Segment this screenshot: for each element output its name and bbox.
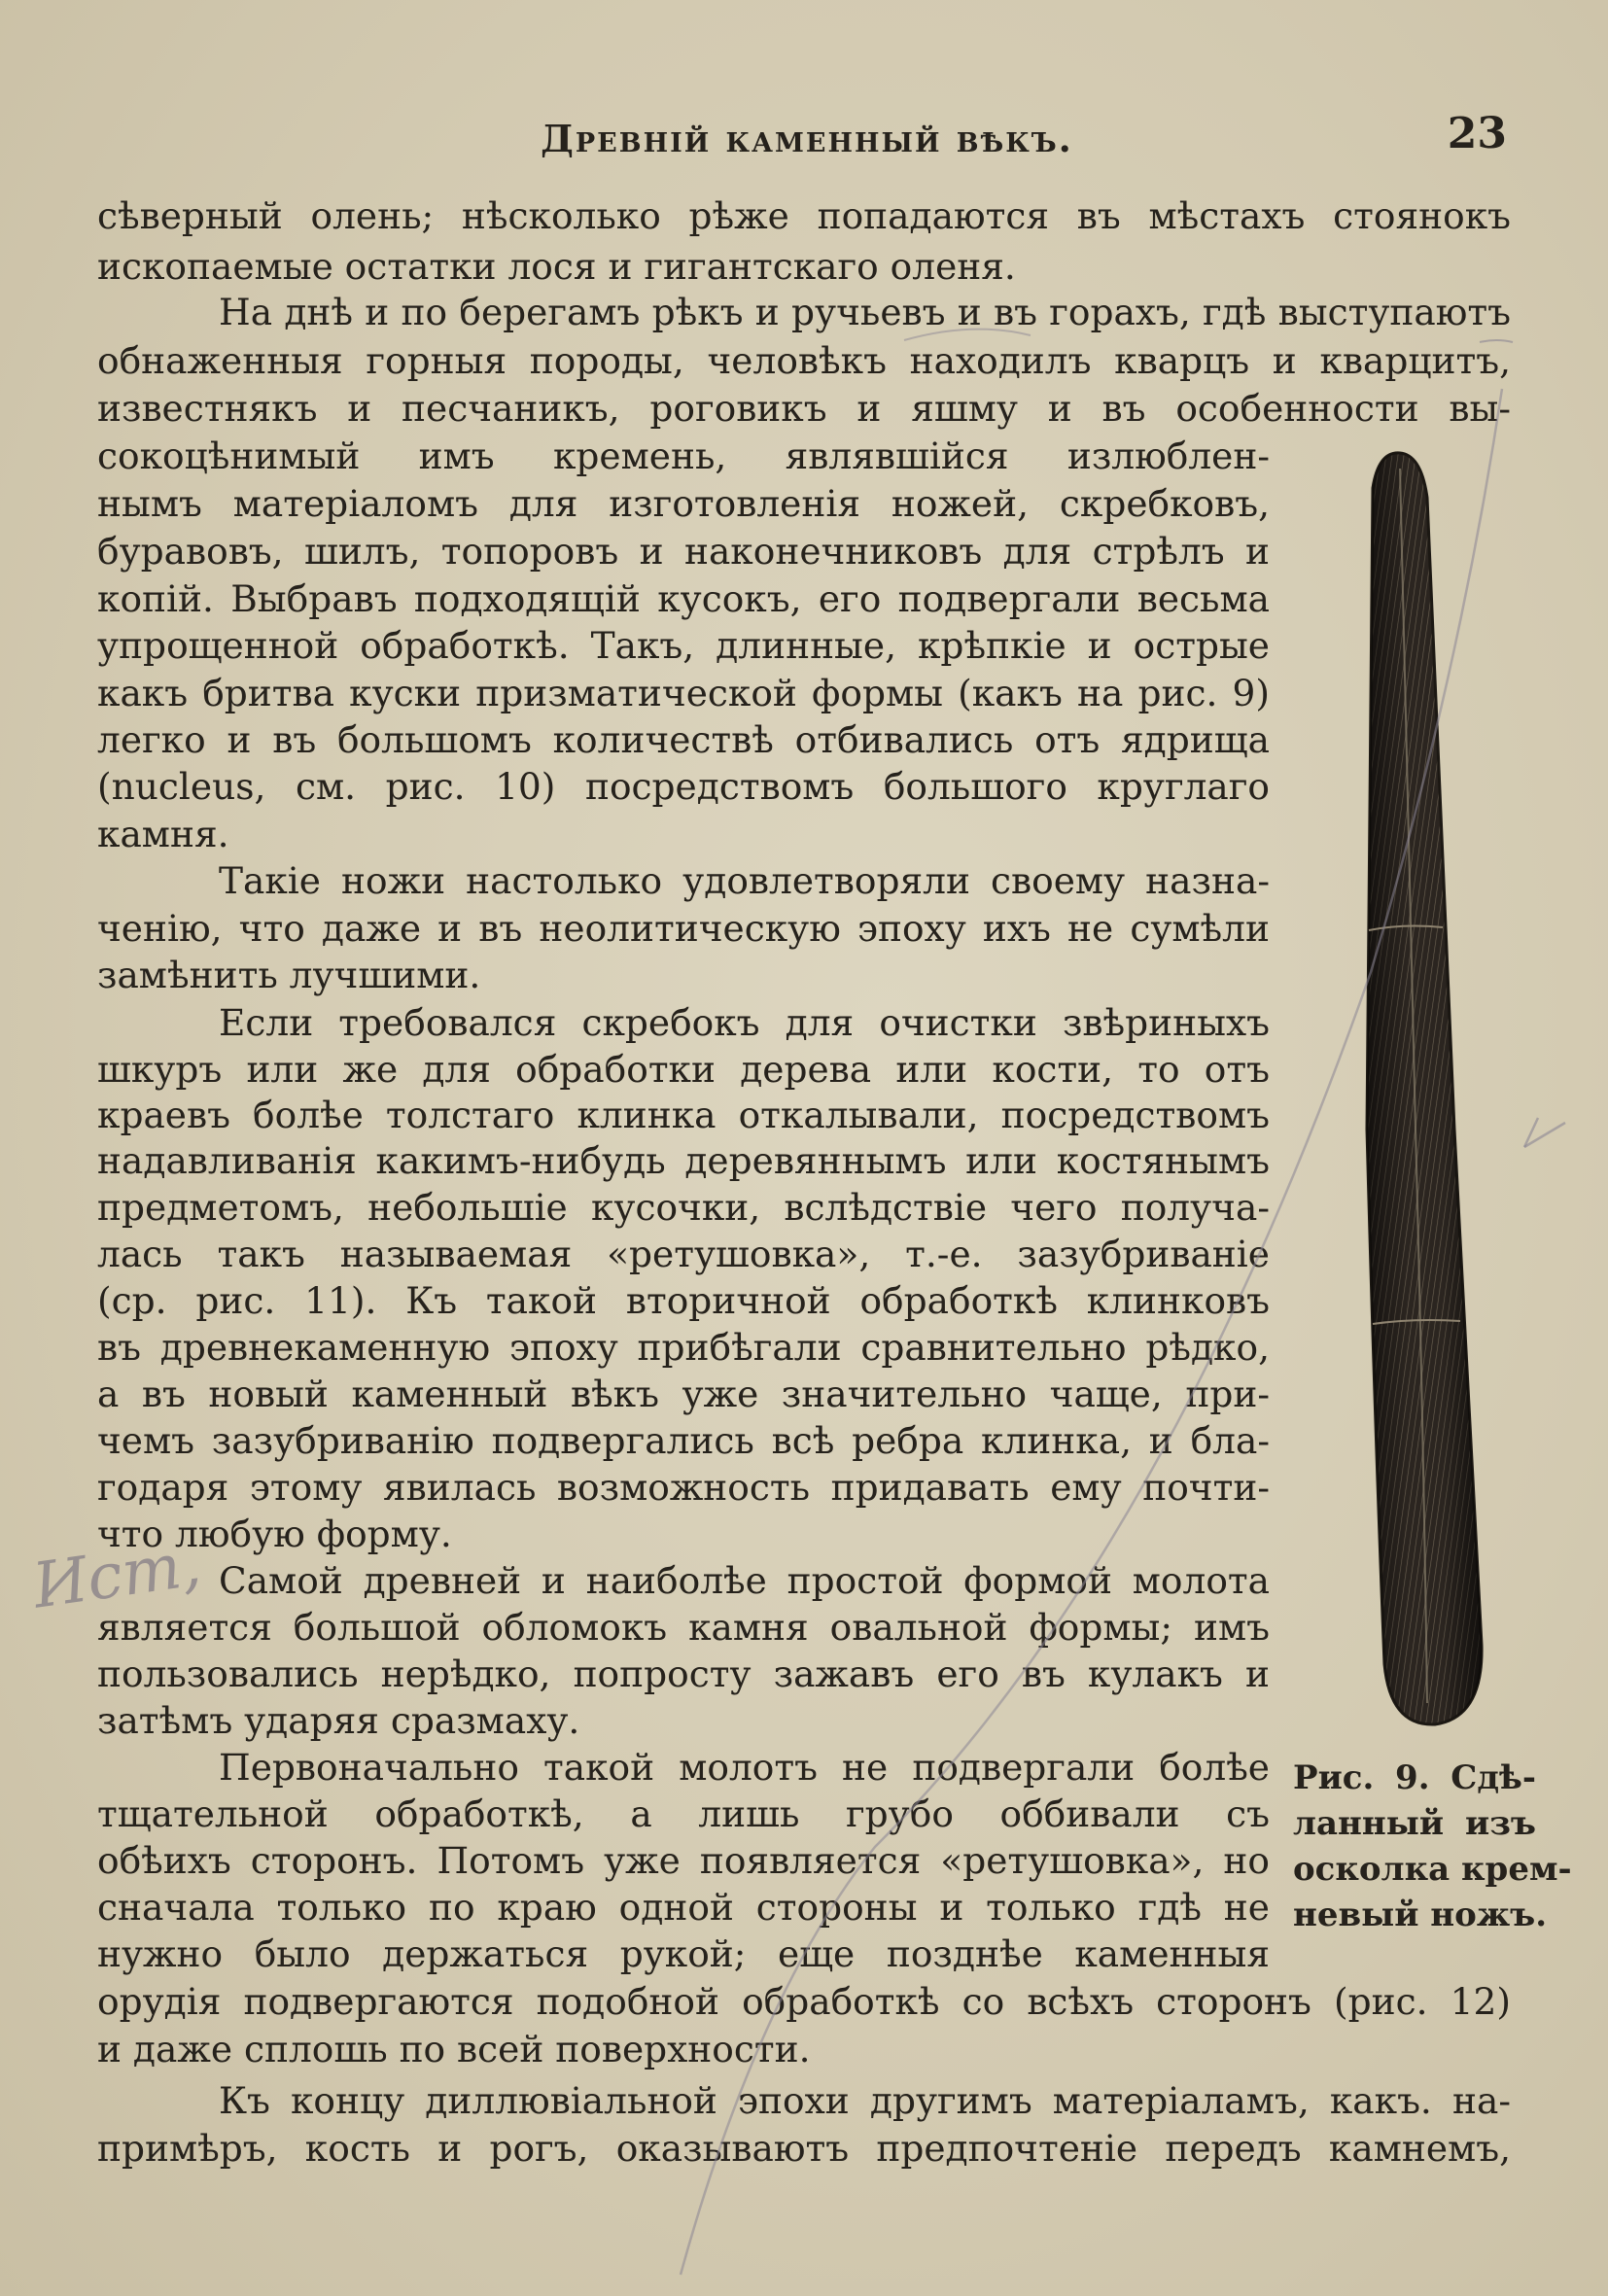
text-line: легко и въ большомъ количествѣ отбивались отъ ядрища — [97, 718, 1270, 761]
text-line: известнякъ и песчаникъ, роговикъ и яшму и въ особенности вы- — [97, 387, 1511, 430]
text-line: примѣръ, кость и рогъ, оказываютъ предпочтеніе передъ камнемъ, — [97, 2127, 1511, 2170]
text-line: надавливанія какимъ-нибудь деревяннымъ или костянымъ — [97, 1139, 1270, 1182]
running-title: Древній каменный вѣкъ. — [541, 117, 1073, 160]
text-line: обѣихъ сторонъ. Потомъ уже появляется «ретушовка», но — [97, 1839, 1270, 1882]
text-line: Первоначально такой молотъ не подвергали болѣе — [219, 1746, 1270, 1789]
text-line: (ср. рис. 11). Къ такой вторичной обработкѣ клинковъ — [97, 1279, 1270, 1322]
text-line: копій. Выбравъ подходящій кусокъ, его подвергали весьма — [97, 577, 1270, 620]
text-line: Самой древней и наиболѣе простой формой молота — [219, 1559, 1270, 1602]
handwritten-margin-note: Ист, — [28, 1528, 205, 1623]
text-line: лась такъ называемая «ретушовка», т.-е. зазубриваніе — [97, 1233, 1270, 1275]
text-line: Къ концу диллювіальной эпохи другимъ матеріаламъ, какъ. на- — [219, 2079, 1511, 2122]
caption-line: ланный изъ — [1293, 1804, 1536, 1843]
text-line: и даже сплошь по всей поверхности. — [97, 2028, 811, 2070]
caption-line: осколка крем- — [1293, 1850, 1572, 1889]
figure-caption — [1293, 1756, 1572, 1938]
text-line: чемъ зазубриванію подвергались всѣ ребра клинка, и бла- — [97, 1419, 1270, 1462]
text-line: затѣмъ ударяя сразмаху. — [97, 1699, 580, 1742]
page-header — [97, 109, 1517, 167]
text-line: буравовъ, шилъ, топоровъ и наконечниковъ для стрѣлъ и — [97, 530, 1270, 573]
text-line: какъ бритва куски призматической формы (какъ на рис. 9) — [97, 672, 1270, 714]
text-line: орудія подвергаются подобной обработкѣ со всѣхъ сторонъ (рис. 12) — [97, 1980, 1511, 2023]
text-line: шкуръ или же для обработки дерева или кости, то отъ — [97, 1048, 1270, 1091]
text-line: является большой обломокъ камня овальной формы; имъ — [97, 1606, 1270, 1649]
caption-line: Рис. 9. Сдѣ- — [1293, 1758, 1536, 1797]
page-number: 23 — [1447, 109, 1507, 158]
text-line: тщательной обработкѣ, а лишь грубо оббивали съ — [97, 1792, 1270, 1835]
text-line: нужно было держаться рукой; еще позднѣе каменныя — [97, 1932, 1270, 1975]
text-line: что любую форму. — [97, 1513, 452, 1555]
text-line: въ древнекаменную эпоху прибѣгали сравнительно рѣдко, — [97, 1326, 1270, 1369]
text-line: ископаемые остатки лося и гигантскаго оленя. — [97, 245, 1016, 288]
text-line: Такіе ножи настолько удовлетворяли своему назна- — [219, 859, 1270, 902]
text-line: замѣнить лучшими. — [97, 954, 481, 996]
text-line: сначала только по краю одной стороны и только гдѣ не — [97, 1886, 1270, 1929]
caption-line: невый ножъ. — [1293, 1896, 1548, 1934]
text-line: камня. — [97, 813, 229, 855]
text-line: обнаженныя горныя породы, человѣкъ находилъ кварцъ и кварцитъ, — [97, 339, 1511, 382]
text-line: пользовались нерѣдко, попросту зажавъ его въ кулакъ и — [97, 1652, 1270, 1695]
flint-knife-illustration — [1346, 449, 1489, 1727]
text-line: краевъ болѣе толстаго клинка откалывали, посредствомъ — [97, 1094, 1270, 1136]
text-line: упрощенной обработкѣ. Такъ, длинные, крѣпкіе и острые — [97, 624, 1270, 667]
text-line: нымъ матеріаломъ для изготовленія ножей, скребковъ, — [97, 482, 1270, 525]
text-line: Если требовался скребокъ для очистки звѣриныхъ — [219, 1001, 1270, 1044]
text-line: сѣверный олень; нѣсколько рѣже попадаются въ мѣстахъ стоянокъ — [97, 194, 1511, 237]
text-line: (nucleus, см. рис. 10) посредствомъ большого круглаго — [97, 765, 1270, 808]
text-line: сокоцѣнимый имъ кремень, являвшійся излюблен- — [97, 435, 1270, 477]
text-line: а въ новый каменный вѣкъ уже значительно чаще, при- — [97, 1373, 1270, 1415]
text-line: ченію, что даже и въ неолитическую эпоху ихъ не сумѣли — [97, 907, 1270, 950]
text-line: предметомъ, небольшіе кусочки, вслѣдствіе чего получа- — [97, 1186, 1270, 1229]
text-line: На днѣ и по берегамъ рѣкъ и ручьевъ и въ горахъ, гдѣ выступаютъ — [219, 291, 1511, 333]
text-line: годаря этому явилась возможность придавать ему почти- — [97, 1466, 1270, 1509]
